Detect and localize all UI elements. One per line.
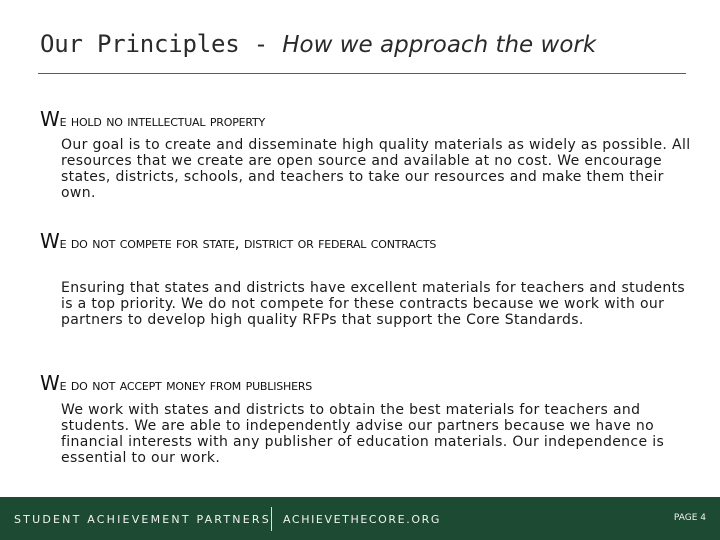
title-main: Our Principles - <box>40 30 283 58</box>
section-heading-publishers: We do not accept money from publishers <box>40 371 313 395</box>
section-body-intellectual-property: Our goal is to create and disseminate high quality materials as widely as possible. All resources that we create are open source and available at no cost. We encourage states, districts, schools, and teachers to take our resources and make them their own. <box>61 137 691 201</box>
page-title <box>40 30 700 58</box>
title-subtitle: How we approach the work <box>282 32 597 58</box>
page-number: PAGE 4 <box>673 513 706 523</box>
section-body-contracts: Ensuring that states and districts have excellent materials for teachers and students is a top priority. We do not compete for these contracts because we work with our partners to develop high quality RFPs that support the Core Standards. <box>61 280 686 328</box>
section-heading-intellectual-property: We hold no intellectual property <box>40 107 266 131</box>
title-divider <box>38 73 686 74</box>
footer-bar <box>0 497 720 540</box>
section-heading-contracts: We do not compete for state, district or federal contracts <box>40 229 437 253</box>
footer-org-name: STUDENT ACHIEVEMENT PARTNERS <box>14 513 271 526</box>
section-body-publishers: We work with states and districts to obtain the best materials for teachers and students. We are able to independently advise our partners because we have no financial interests with any publisher of education materials. Our independence is essential to our work. <box>61 402 665 466</box>
footer-divider <box>271 507 272 531</box>
footer-website: ACHIEVETHECORE.ORG <box>283 513 441 526</box>
